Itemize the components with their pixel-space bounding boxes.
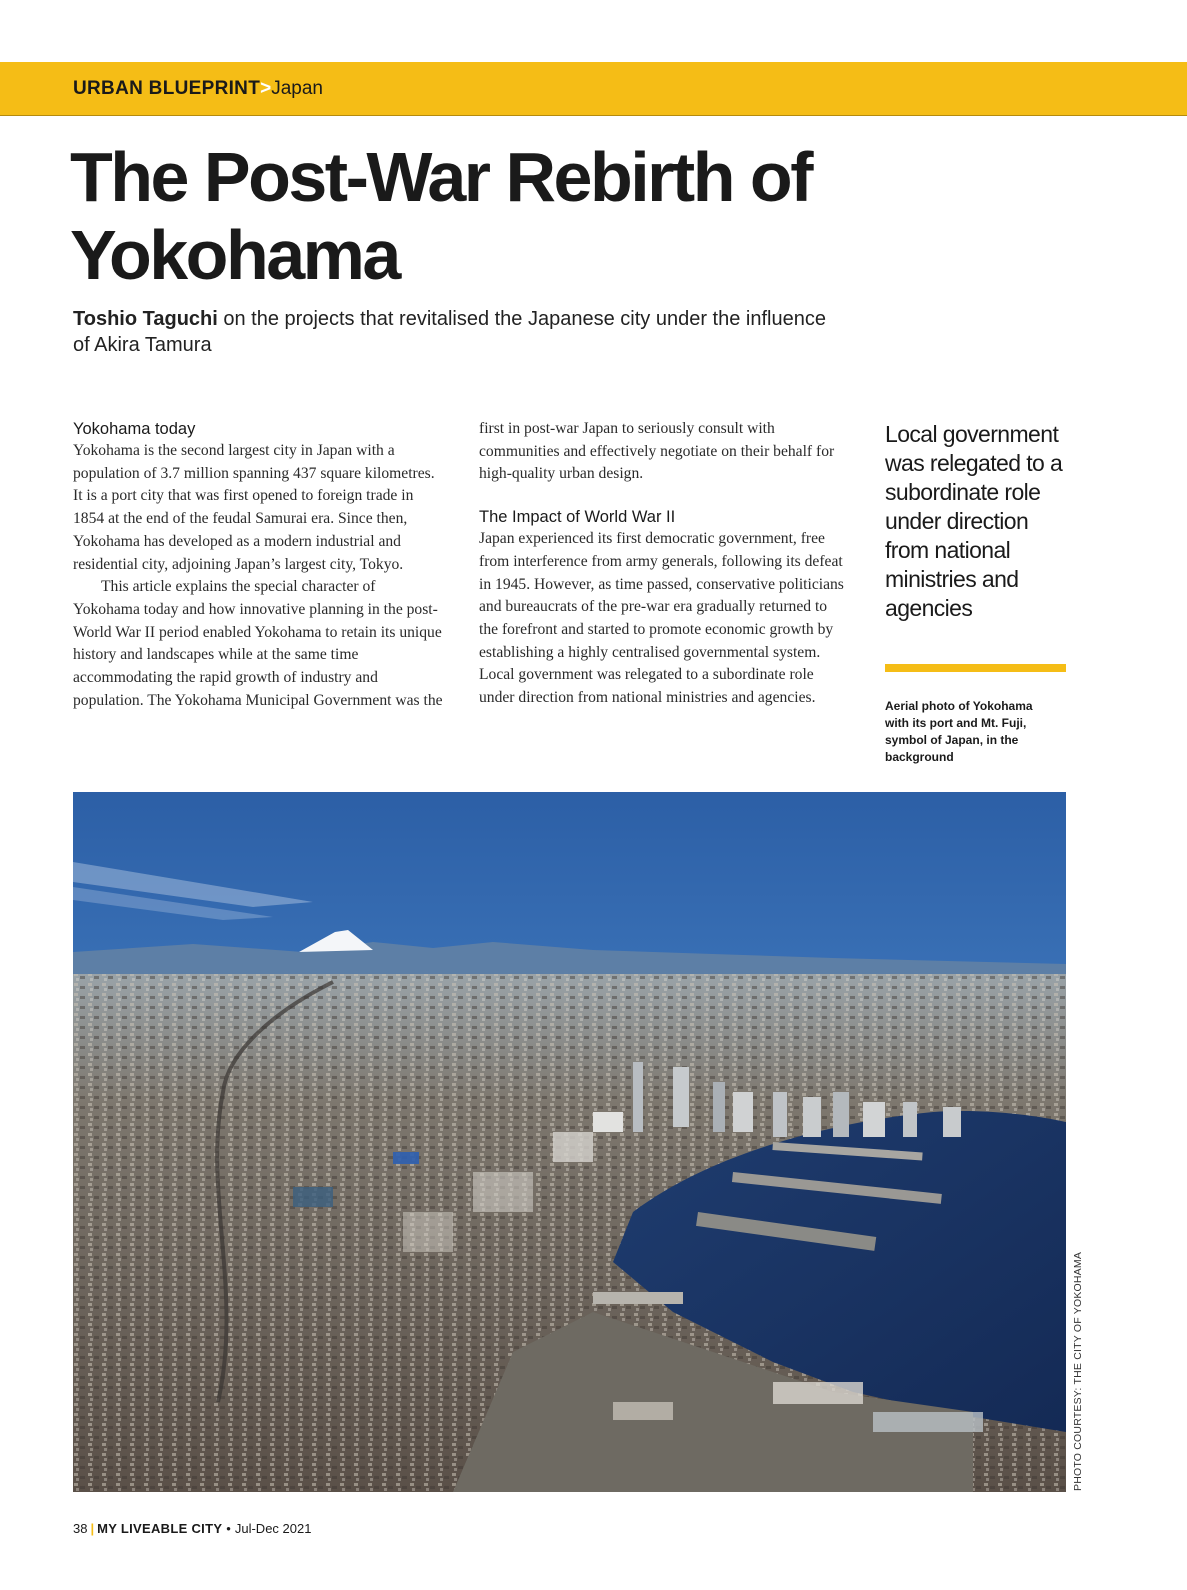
title-line-2: Yokohama bbox=[70, 216, 399, 294]
pull-quote: Local government was relegated to a subordinate role under direction from national ministries and agencies bbox=[885, 421, 1063, 621]
standfirst bbox=[73, 306, 833, 358]
page-number: 38 bbox=[73, 1521, 88, 1536]
section-heading-yokohama-today: Yokohama today bbox=[73, 420, 196, 438]
pull-quote-rule bbox=[885, 664, 1066, 672]
photo-credit: PHOTO COURTESY: THE CITY OF YOKOHAMA bbox=[1072, 1251, 1084, 1491]
text-column-2 bbox=[479, 418, 849, 710]
standfirst-text: on the projects that revitalised the Japanese city under the influence of Akira Tamura bbox=[73, 308, 826, 356]
aerial-photo-illustration bbox=[73, 792, 1066, 1492]
body-paragraph: Yokohama is the second largest city in Japan with a population of 3.7 million spanning 437 square kilometres. It is a port city that was first opened to foreign trade in 1854 at the end of the feudal Samurai era. Since then, Yokohama has developed as a modern industrial and residential city, adjoining Japan’s largest city, Tokyo. bbox=[73, 442, 435, 573]
issue-date: Jul-Dec 2021 bbox=[234, 1521, 312, 1536]
magazine-name: MY LIVEABLE CITY bbox=[97, 1521, 223, 1536]
article-title bbox=[70, 138, 970, 294]
body-paragraph-continued: first in post-war Japan to seriously consult with communities and effectively negotiate on their behalf for high-quality urban design. bbox=[479, 420, 835, 483]
subsection-name: Japan bbox=[271, 78, 323, 99]
body-paragraph: This article explains the special character of Yokohama today and how innovative planning in the post-World War II period enabled Yokohama to retain its unique history and landscapes while at the same time accommodating the rapid growth of industry and population. The Yokohama Municipal Government was the bbox=[73, 578, 443, 709]
footer-separator: | bbox=[90, 1521, 95, 1536]
text-column-1 bbox=[73, 418, 443, 712]
photo-caption: Aerial photo of Yokohama with its port and Mt. Fuji, symbol of Japan, in the background bbox=[885, 699, 1033, 764]
section-banner bbox=[0, 62, 1187, 116]
title-line-1: The Post-War Rebirth of bbox=[70, 138, 812, 216]
section-name: URBAN BLUEPRINT bbox=[73, 78, 261, 99]
section-separator: > bbox=[260, 78, 272, 99]
section-heading-impact-ww2: The Impact of World War II bbox=[479, 508, 676, 527]
aerial-photo-yokohama bbox=[73, 792, 1066, 1492]
page-footer bbox=[73, 1521, 311, 1536]
footer-dot: • bbox=[226, 1521, 231, 1536]
section-label bbox=[73, 78, 323, 100]
body-paragraph: Japan experienced its first democratic government, free from interference from army generals, following its defeat in 1945. However, as time passed, conservative politicians and bureaucrats of the pre-war era gradually returned to the forefront and started to promote economic growth by establishing a highly centralised governmental system. Local government was relegated to a subordinate role under direction from national ministries and agencies. bbox=[479, 530, 844, 707]
author-name: Toshio Taguchi bbox=[73, 308, 218, 330]
